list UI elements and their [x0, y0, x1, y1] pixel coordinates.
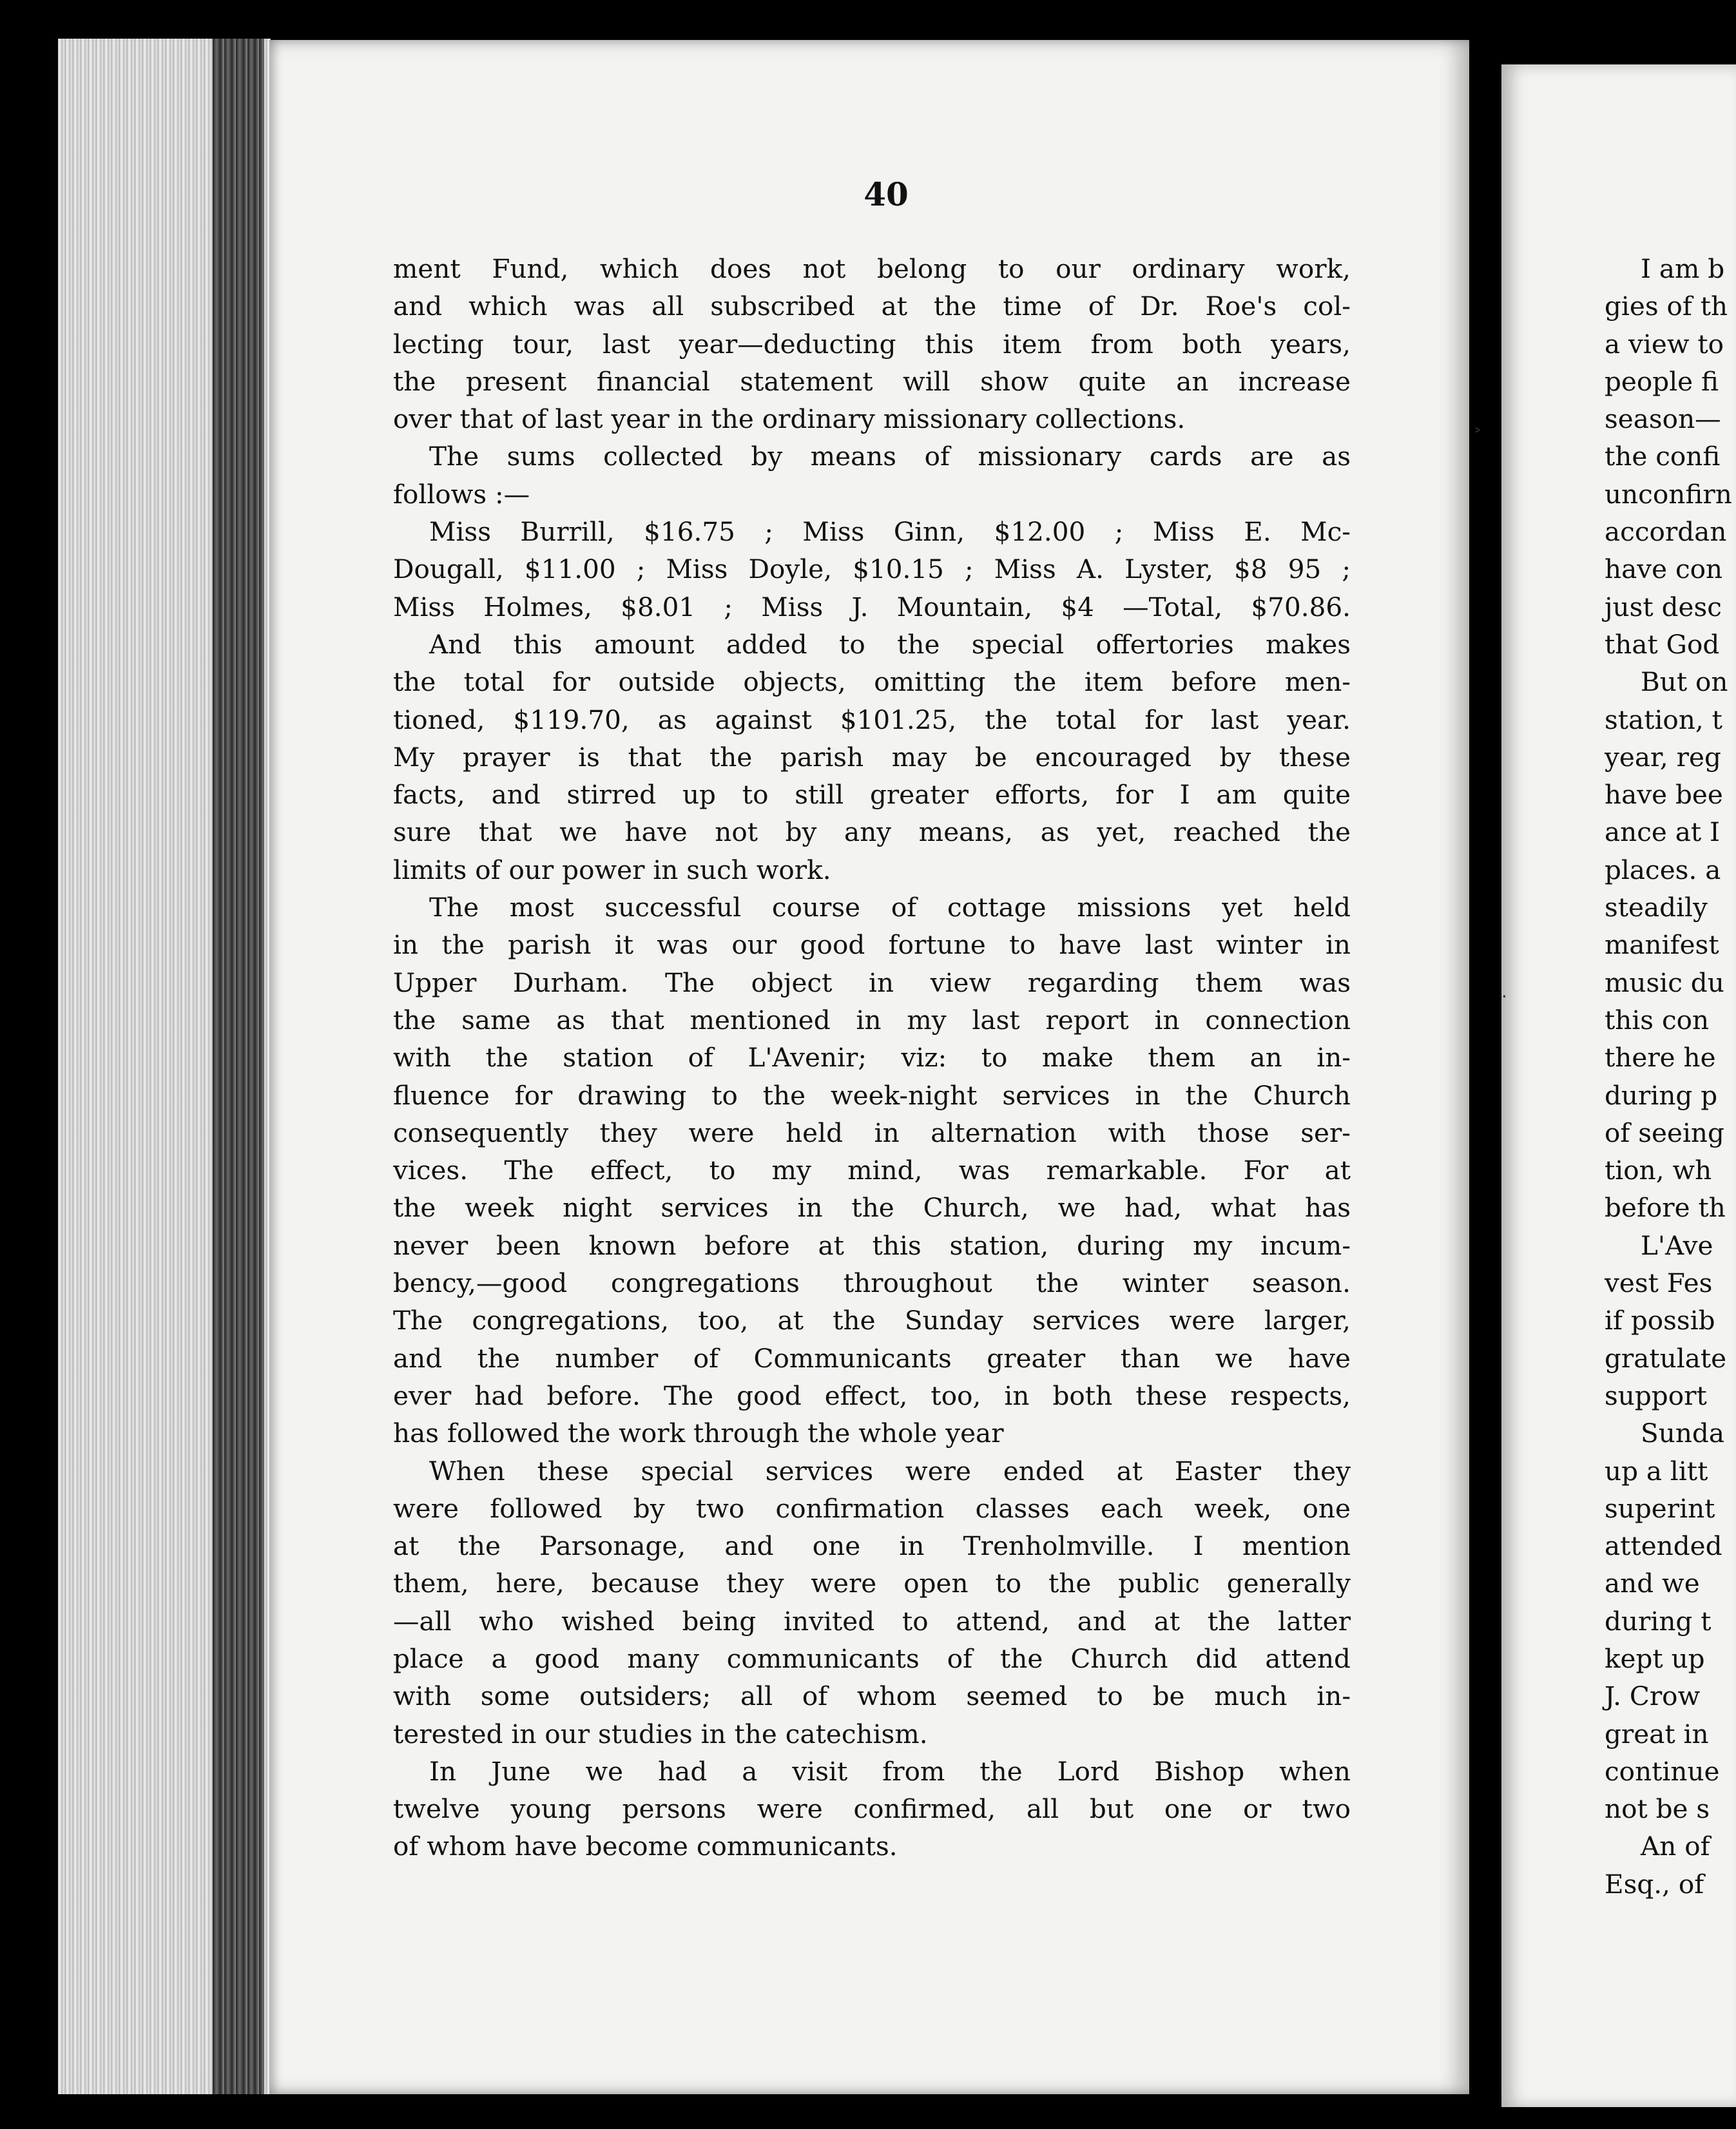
text-line: follows :— [393, 478, 530, 510]
text-line: fluence for drawing to the week-night services in the Church [393, 1079, 1351, 1111]
text-line: in the parish it was our good fortune to have last winter in [393, 929, 1351, 961]
text-line: consequently they were held in alternation with those ser- [393, 1117, 1351, 1148]
text-line: not be s [1605, 1793, 1710, 1825]
text-line: limits of our power in such work. [393, 854, 831, 885]
text-line: if possib [1605, 1305, 1715, 1336]
text-line: gratulate [1605, 1342, 1727, 1374]
text-line: But on [1641, 666, 1728, 698]
scan-speck: · [1501, 986, 1507, 1007]
text-line: the present financial statement will show quite an increase [393, 365, 1351, 397]
text-line: station, t [1605, 704, 1722, 735]
text-line: bency,—good congregations throughout the winter season. [393, 1267, 1351, 1299]
text-line: The most successful course of cottage missions yet held [429, 892, 1351, 923]
text-line: lecting tour, last year—deducting this item from both years, [393, 328, 1351, 360]
text-line: over that of last year in the ordinary missionary collections. [393, 403, 1186, 435]
text-line: And this amount added to the special offertories makes [429, 628, 1351, 660]
text-line: places. a [1605, 854, 1721, 885]
text-line: and the number of Communicants greater than we have [393, 1342, 1351, 1374]
text-line: Esq., of [1605, 1868, 1704, 1900]
text-line: Miss Holmes, $8.01 ; Miss J. Mountain, $4 —Total, $70.86. [393, 591, 1351, 622]
text-line: Dougall, $11.00 ; Miss Doyle, $10.15 ; Miss A. Lyster, $8 95 ; [393, 554, 1351, 585]
text-line: Miss Burrill, $16.75 ; Miss Ginn, $12.00 ; Miss E. Mc- [429, 516, 1351, 548]
text-line: season— [1605, 403, 1721, 435]
text-line: ance at I [1605, 816, 1721, 848]
text-line: people fi [1605, 365, 1719, 397]
text-line: the confi [1605, 441, 1721, 472]
text-line: at the Parsonage, and one in Trenholmville. I mention [393, 1530, 1351, 1562]
text-line: gies of th [1605, 291, 1728, 322]
text-line: there he [1605, 1042, 1716, 1074]
text-line: were followed by two confirmation classes each week, one [393, 1492, 1351, 1524]
text-line: of seeing [1605, 1117, 1724, 1148]
text-line: and which was all subscribed at the time of Dr. Roe's col- [393, 291, 1351, 322]
text-line: sure that we have not by any means, as yet, reached the [393, 816, 1351, 848]
text-line: place a good many communicants of the Church did attend [393, 1643, 1351, 1674]
text-line: this con [1605, 1004, 1710, 1036]
text-line: unconfirn [1605, 478, 1732, 510]
text-line: year, reg [1605, 741, 1721, 773]
text-line: L'Ave [1641, 1229, 1713, 1261]
text-line: of whom have become communicants. [393, 1831, 898, 1862]
text-line: great in [1605, 1718, 1709, 1749]
text-line: ever had before. The good effect, too, in both these respects, [393, 1380, 1351, 1411]
text-line: terested in our studies in the catechism. [393, 1718, 928, 1749]
text-line: Sunda [1641, 1418, 1724, 1449]
text-line: with some outsiders; all of whom seemed to be much in- [393, 1681, 1351, 1712]
text-line: with the station of L'Avenir; viz: to make them an in- [393, 1042, 1351, 1074]
text-line: the week night services in the Church, we had, what has [393, 1192, 1351, 1224]
text-line: have bee [1605, 779, 1723, 811]
text-line: up a litt [1605, 1455, 1708, 1487]
text-line: continue [1605, 1755, 1720, 1787]
text-line: steadily [1605, 892, 1708, 923]
text-line: attended [1605, 1530, 1722, 1562]
text-line: have con [1605, 554, 1723, 585]
text-line: support [1605, 1380, 1707, 1411]
text-line: vices. The effect, to my mind, was remarkable. For at [393, 1155, 1351, 1186]
book-binding [213, 39, 264, 2094]
right-page-body-text [1605, 250, 1736, 1903]
text-line: that God [1605, 628, 1720, 660]
text-line: My prayer is that the parish may be encouraged by these [393, 741, 1351, 773]
text-line: ment Fund, which does not belong to our ordinary work, [393, 253, 1351, 284]
page-number: 40 [863, 175, 909, 213]
text-line: tioned, $119.70, as against $101.25, the total for last year. [393, 704, 1351, 735]
text-line: In June we had a visit from the Lord Bishop when [429, 1755, 1351, 1787]
text-line: I am b [1641, 253, 1725, 284]
text-line: before th [1605, 1192, 1726, 1224]
text-line: The congregations, too, at the Sunday services were larger, [393, 1305, 1351, 1336]
text-line: When these special services were ended at Easter they [429, 1455, 1351, 1487]
text-line: and we [1605, 1568, 1700, 1599]
text-line: superint [1605, 1492, 1715, 1524]
text-line: the total for outside objects, omitting the item before men- [393, 666, 1351, 698]
text-line: facts, and stirred up to still greater efforts, for I am quite [393, 779, 1351, 811]
left-page-body-text [393, 250, 1351, 1865]
text-line: just desc [1605, 591, 1722, 622]
text-line: during p [1605, 1079, 1718, 1111]
text-line: manifest [1605, 929, 1719, 961]
text-line: music du [1605, 967, 1724, 998]
text-line: a view to [1605, 328, 1724, 360]
text-line: never been known before at this station, during my incum- [393, 1229, 1351, 1261]
text-line: accordan [1605, 516, 1727, 548]
text-line: has followed the work through the whole year [393, 1418, 1004, 1449]
text-line: The sums collected by means of missionary cards are as [429, 441, 1351, 472]
text-line: J. Crow [1605, 1681, 1701, 1712]
text-line: Upper Durham. The object in view regarding them was [393, 967, 1351, 998]
text-line: twelve young persons were confirmed, all but one or two [393, 1793, 1351, 1825]
text-line: vest Fes [1605, 1267, 1713, 1299]
text-line: them, here, because they were open to the public generally [393, 1568, 1351, 1599]
text-line: —all who wished being invited to attend, and at the latter [393, 1605, 1351, 1637]
text-line: tion, wh [1605, 1155, 1712, 1186]
text-line: An of [1641, 1831, 1710, 1862]
text-line: kept up [1605, 1643, 1705, 1674]
text-line: during t [1605, 1605, 1712, 1637]
text-line: the same as that mentioned in my last report in connection [393, 1004, 1351, 1036]
scan-speck: ˃ [1473, 425, 1482, 447]
